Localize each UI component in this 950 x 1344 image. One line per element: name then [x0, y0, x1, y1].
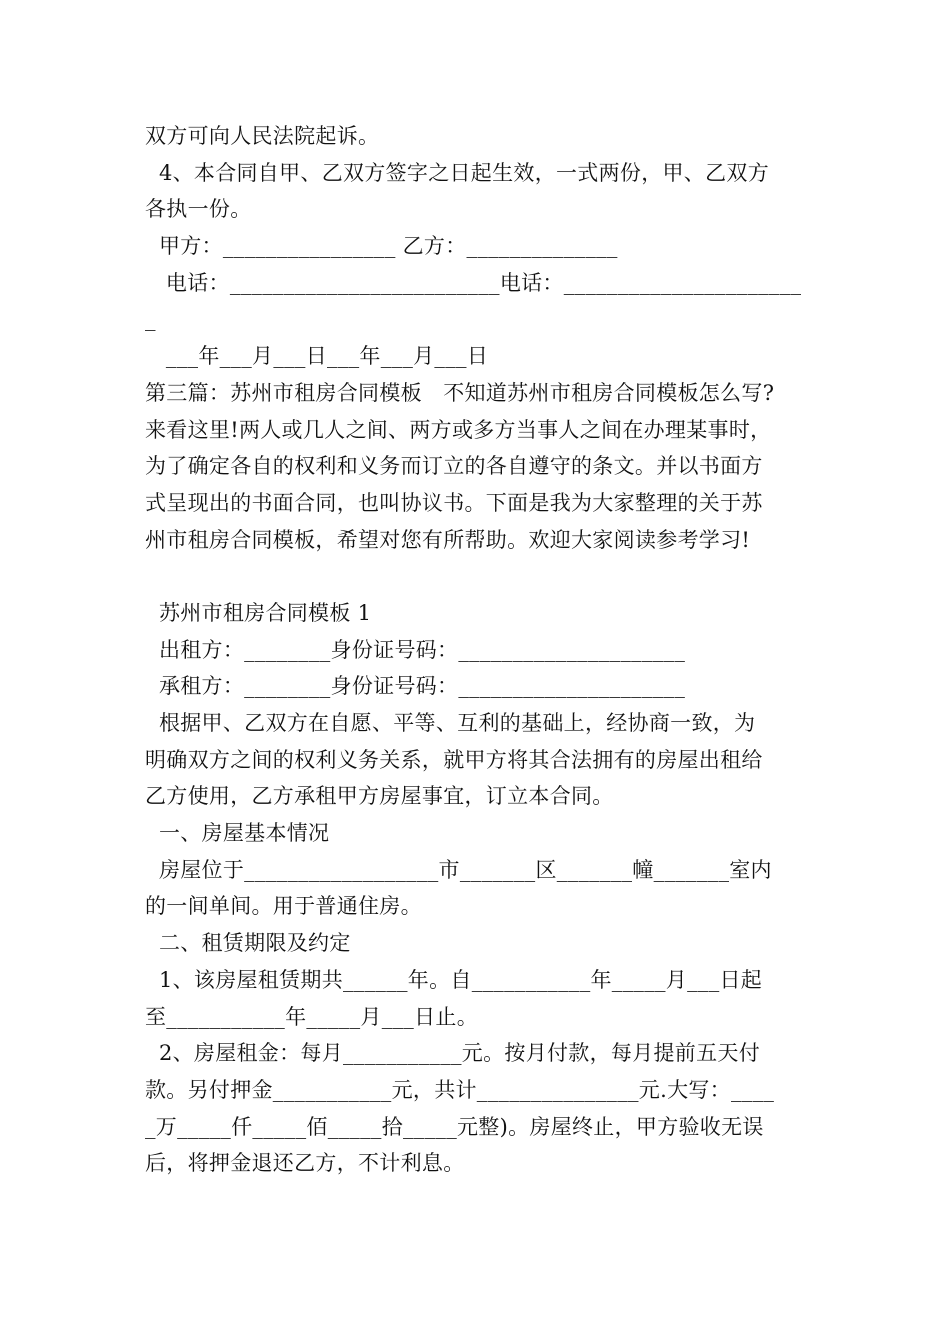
text-line: 出租方：________身份证号码：_____________________ — [145, 637, 686, 662]
text-line: 2、房屋租金：每月___________元。按月付款，每月提前五天付 — [145, 1041, 761, 1066]
text-line: 乙方使用，乙方承租甲方房屋事宜，订立本合同。 — [145, 784, 614, 809]
text-line: 各执一份。 — [145, 197, 252, 222]
text-line: _ — [145, 307, 156, 332]
text-line: 州市租房合同模板，希望对您有所帮助。欢迎大家阅读参考学习! — [145, 527, 751, 552]
text-line: 房屋位于__________________市_______区_______幢_______室内 — [145, 857, 772, 882]
text-line: 明确双方之间的权利义务关系，就甲方将其合法拥有的房屋出租给 — [145, 747, 763, 772]
section-heading: 一、房屋基本情况 — [145, 821, 330, 846]
text-line: 至___________年_____月___日止。 — [145, 1004, 478, 1029]
text-line: 来看这里!两人或几人之间、两方或多方当事人之间在办理某事时， — [145, 417, 772, 442]
text-line: 4、本合同自甲、乙双方签字之日起生效，一式两份，甲、乙双方 — [145, 160, 770, 185]
text-line: 的一间单间。用于普通住房。 — [145, 894, 422, 919]
text-line: 甲方：________________ 乙方：______________ — [145, 234, 618, 259]
text-line: ___年___月___日___年___月___日 — [145, 344, 489, 369]
text-line: 承租方：________身份证号码：_____________________ — [145, 674, 686, 699]
paragraph-spacer — [145, 558, 810, 595]
text-line: _万_____仟_____佰_____拾_____元整)。房屋终止，甲方验收无误 — [145, 1114, 764, 1139]
text-line: 电话：_________________________电话：______________________ — [145, 270, 802, 295]
text-line: 为了确定各自的权利和义务而订立的各自遵守的条文。并以书面方 — [145, 454, 763, 479]
text-line: 后，将押金退还乙方，不计利息。 — [145, 1151, 465, 1176]
text-line: 根据甲、乙双方在自愿、平等、互利的基础上，经协商一致，为 — [145, 711, 756, 735]
text-line: 款。另付押金___________元，共计_______________元.大写：____ — [145, 1077, 775, 1102]
text-line: 式呈现出的书面合同，也叫协议书。下面是我为大家整理的关于苏 — [145, 490, 763, 515]
text-line: 第三篇：苏州市租房合同模板 不知道苏州市租房合同模板怎么写? — [145, 380, 775, 405]
section-title: 苏州市租房合同模板 1 — [145, 600, 372, 625]
document-page — [145, 118, 810, 1182]
text-line: 双方可向人民法院起诉。 — [145, 124, 380, 148]
section-heading: 二、租赁期限及约定 — [145, 931, 351, 956]
text-line: 1、该房屋租赁期共______年。自___________年_____月___日起 — [145, 967, 763, 992]
